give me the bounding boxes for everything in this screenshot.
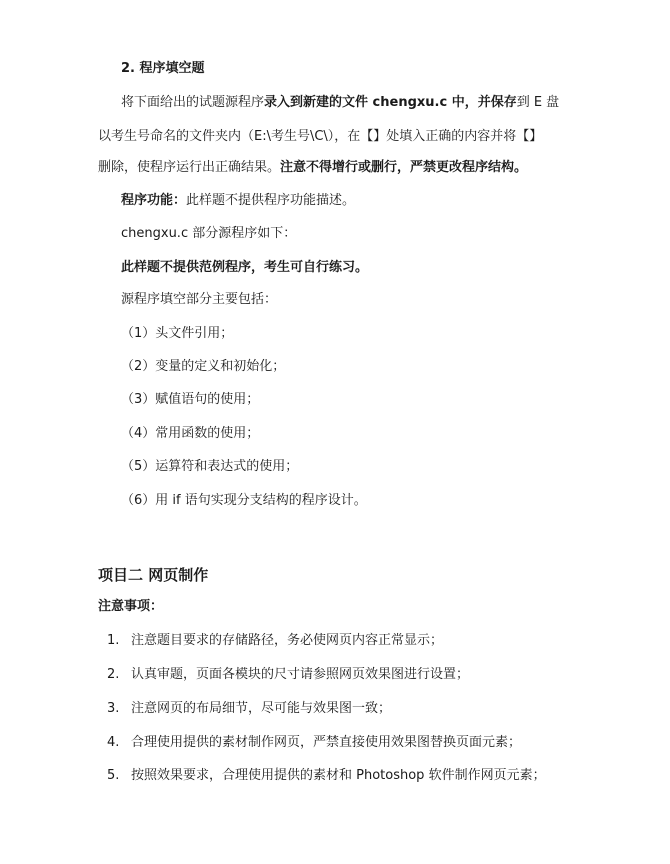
list-item: （4）常用函数的使用； (121, 426, 260, 441)
list-item: （5）运算符和表达式的使用； (121, 459, 299, 474)
note-text: 按照效果要求，合理使用提供的素材和 Photoshop 软件制作网页元素； (131, 768, 546, 783)
list-item: （6）用 if 语句实现分支结构的程序设计。 (121, 493, 367, 508)
note-item (107, 631, 444, 651)
note-text: 注意题目要求的存储路径，务必使网页内容正常显示； (131, 633, 444, 648)
note-item (107, 699, 392, 719)
note-number: 1. (107, 633, 120, 648)
project-2-heading: 项目二 网页制作 (98, 566, 209, 584)
function-label: 程序功能： (121, 193, 187, 208)
note-number: 3. (107, 701, 120, 716)
list-item: （3）赋值语句的使用； (121, 392, 260, 407)
bold-text-run: 注意不得增行或删行，严禁更改程序结构。 (280, 160, 528, 175)
note-item (107, 665, 470, 685)
bold-text-run: 录入到新建的文件 chengxu.c 中，并保存 (264, 95, 517, 110)
text-run: 到 E 盘 (516, 95, 560, 110)
note-number: 5. (107, 768, 120, 783)
note-item (107, 733, 522, 753)
paragraph-line-3 (98, 158, 527, 178)
paragraph-line-2: 以考生号命名的文件夹内（E:\考生号\C\），在【】处填入正确的内容并将【】 (98, 129, 543, 144)
source-intro: chengxu.c 部分源程序如下： (121, 226, 297, 241)
note-number: 4. (107, 735, 120, 750)
note-text: 注意网页的布局细节，尽可能与效果图一致； (131, 701, 392, 716)
paragraph-line-1 (121, 93, 559, 113)
text-run: 将下面给出的试题源程序 (121, 95, 265, 110)
note-number: 2. (107, 667, 120, 682)
function-text: 此样题不提供程序功能描述。 (186, 193, 356, 208)
no-example-note: 此样题不提供范例程序，考生可自行练习。 (121, 260, 369, 275)
note-text: 合理使用提供的素材制作网页，严禁直接使用效果图替换页面元素； (131, 735, 522, 750)
text-run: 删除，使程序运行出正确结果。 (98, 160, 281, 175)
note-item (107, 766, 546, 786)
list-item: （2）变量的定义和初始化； (121, 359, 286, 374)
section-2-heading: 2. 程序填空题 (121, 61, 205, 76)
notes-label: 注意事项： (98, 599, 164, 614)
list-item: （1）头文件引用； (121, 326, 234, 341)
includes-intro: 源程序填空部分主要包括： (121, 292, 278, 307)
function-line (121, 191, 355, 211)
note-text: 认真审题，页面各模块的尺寸请参照网页效果图进行设置； (131, 667, 470, 682)
